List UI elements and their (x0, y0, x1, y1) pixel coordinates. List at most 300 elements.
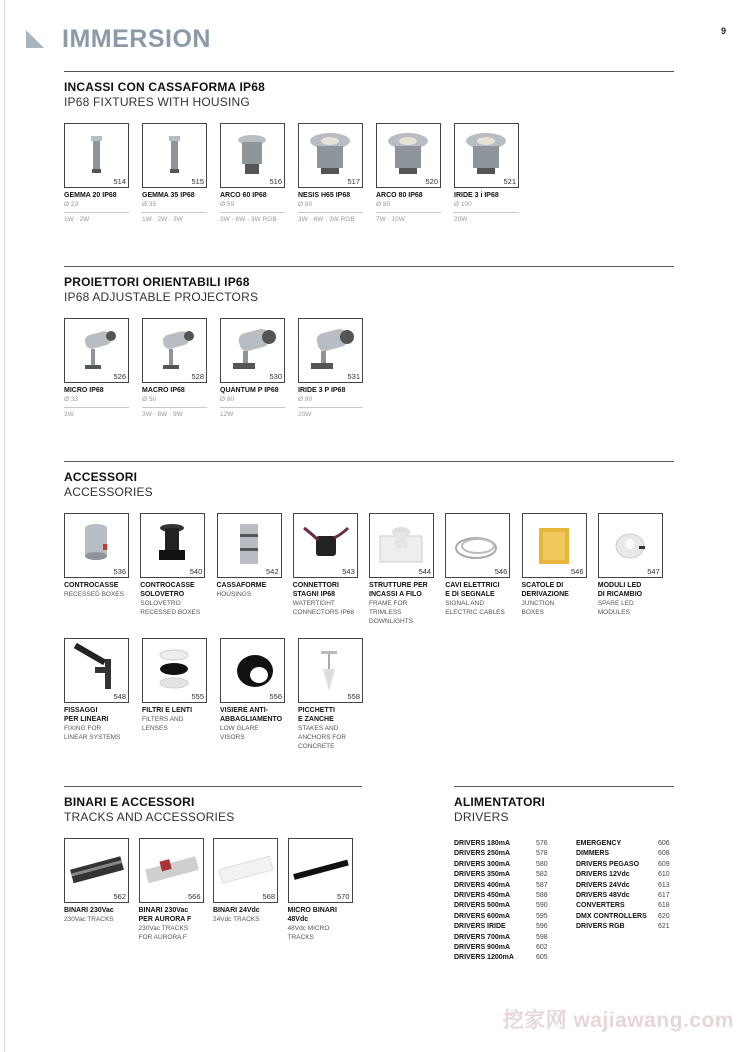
product-name-line: E ZANCHE (298, 716, 334, 723)
driver-page: 621 (658, 923, 670, 931)
product-diameter: Ø 23 (64, 201, 79, 208)
product-name (288, 906, 362, 924)
product-description (293, 599, 367, 617)
product-name-line: STAGNI IP68 (292, 591, 336, 598)
driver-entry[interactable] (454, 912, 574, 922)
product-description-line: 24Vdc TRACKS (213, 916, 260, 923)
section-alimentatori (454, 786, 674, 824)
page-reference: 548 (113, 692, 126, 701)
product-description-line: BOXES (521, 609, 544, 616)
product-thumbnail[interactable] (220, 638, 285, 703)
page-reference: 546 (570, 567, 584, 576)
section-rule (454, 786, 674, 787)
driver-name: DRIVERS 400mA (454, 881, 511, 889)
product-description-line: FOR AURORA F (138, 934, 187, 941)
page-reference: 558 (347, 692, 360, 701)
product-thumbnail[interactable] (220, 123, 285, 188)
driver-name: DMX CONTROLLERS (576, 912, 647, 920)
driver-page: 582 (536, 871, 548, 879)
section-subtitle: IP68 FIXTURES WITH HOUSING (64, 95, 250, 109)
product-description-line: LENSES (142, 725, 168, 732)
driver-entry[interactable] (454, 839, 574, 849)
product-description (369, 599, 443, 626)
product-name: ARCO 80 IP68 (376, 192, 423, 199)
product-description-line: STAKES AND (298, 725, 339, 732)
driver-page: 609 (658, 860, 670, 868)
product-thumbnail[interactable] (288, 838, 353, 903)
product-thumbnail[interactable] (139, 838, 204, 903)
drivers-list-2 (576, 839, 686, 933)
section-proiettori (64, 266, 674, 419)
driver-page: 618 (658, 902, 670, 910)
product-thumbnail[interactable] (142, 638, 207, 703)
page-reference: 562 (113, 892, 126, 901)
product-name: IRIDE 3 i IP68 (454, 192, 499, 199)
product-power: 1W · 2W (64, 216, 90, 223)
product-name: QUANTUM P IP68 (220, 387, 279, 394)
product-thumbnail[interactable] (369, 513, 434, 578)
product-description-line: LINEAR SYSTEMS (64, 734, 121, 741)
driver-page: 588 (536, 892, 548, 900)
product-diameter: Ø 100 (454, 201, 472, 208)
page-reference: 540 (189, 567, 203, 576)
product-description (64, 724, 138, 742)
product-power: 3W · 6W · 3W RGB (298, 216, 355, 223)
product-name-line: CONTROCASSE (64, 582, 119, 589)
spec-divider (64, 212, 129, 213)
product-name (139, 906, 213, 924)
product-card[interactable] (220, 638, 298, 751)
driver-page: 606 (658, 840, 670, 847)
page-number: 9 (720, 26, 726, 36)
page-reference: 520 (425, 177, 438, 186)
product-card[interactable] (213, 838, 288, 942)
product-description (217, 590, 291, 599)
section-rule (64, 461, 674, 462)
section-accessori (64, 461, 674, 751)
page-reference: 515 (191, 177, 204, 186)
driver-name: DRIVERS 900mA (454, 944, 511, 952)
product-description-line: HOUSINGS (216, 591, 252, 598)
driver-page: 595 (536, 912, 548, 920)
product-card[interactable] (142, 318, 220, 419)
product-thumbnail[interactable] (598, 513, 663, 578)
spec-divider (64, 407, 129, 408)
driver-entry[interactable] (454, 943, 574, 953)
product-name-line: STRUTTURE PER (369, 582, 428, 589)
spec-divider (142, 212, 207, 213)
product-name-line: CASSAFORME (216, 582, 267, 589)
product-description (220, 724, 294, 742)
product-description (298, 724, 372, 751)
product-name-line: FISSAGGI (64, 707, 98, 714)
product-thumbnail[interactable] (64, 638, 129, 703)
product-name: MICRO IP68 (64, 387, 104, 394)
section-title: INCASSI CON CASSAFORMA IP68 (64, 80, 265, 94)
driver-name: DRIVERS 24Vdc (576, 881, 630, 889)
product-name-line: FILTRI E LENTI (142, 707, 193, 714)
product-name-line: E DI SEGNALE (445, 591, 495, 598)
product-power: 3W · 6W · 3W RGB (220, 216, 277, 223)
driver-name: DRIVERS 350mA (454, 871, 511, 879)
driver-entry[interactable] (454, 933, 574, 943)
product-name-line: BINARI 24Vdc (213, 907, 260, 914)
product-diameter: Ø 80 (298, 201, 313, 208)
driver-entry[interactable] (454, 870, 574, 880)
product-name: GEMMA 35 IP68 (142, 192, 195, 199)
driver-name: DRIVERS 180mA (454, 840, 511, 847)
driver-entry[interactable] (576, 849, 686, 859)
driver-entry[interactable] (576, 891, 686, 901)
section-subtitle: TRACKS AND ACCESSORIES (64, 810, 235, 824)
product-name (298, 706, 372, 724)
product-thumbnail[interactable] (140, 513, 205, 578)
product-card[interactable] (64, 123, 142, 224)
driver-entry[interactable] (576, 839, 686, 849)
product-description-line: RECESSED BOXES (140, 609, 201, 616)
product-diameter: Ø 80 (220, 396, 235, 403)
product-card[interactable] (64, 838, 139, 942)
product-description (140, 599, 214, 617)
driver-name: EMERGENCY (576, 840, 622, 847)
driver-name: DRIVERS PEGASO (576, 860, 640, 868)
driver-name: DRIVERS 250mA (454, 850, 511, 858)
product-description (598, 599, 672, 617)
product-name-line: SOLOVETRO (140, 591, 185, 598)
product-name-line: PICCHETTI (298, 707, 335, 714)
product-thumbnail[interactable] (64, 318, 129, 383)
product-thumbnail[interactable] (64, 513, 129, 578)
product-description-line: SIGNAL AND (445, 600, 485, 607)
product-name-line: MICRO BINARI (287, 907, 337, 914)
product-name (64, 906, 138, 915)
page-reference: 556 (269, 692, 282, 701)
product-power: 7W · 10W (376, 216, 405, 223)
page-reference: 517 (347, 177, 360, 186)
product-name (217, 581, 291, 590)
header (26, 24, 211, 54)
product-diameter: Ø 33 (64, 396, 79, 403)
section-title: ALIMENTATORI (454, 795, 546, 809)
product-thumbnail[interactable] (293, 513, 358, 578)
spec-divider (142, 407, 207, 408)
section-subtitle: ACCESSORIES (64, 485, 153, 499)
page-reference: 543 (342, 567, 355, 576)
driver-page: 587 (536, 881, 548, 889)
product-card[interactable] (64, 318, 142, 419)
product-name: IRIDE 3 P IP68 (298, 387, 346, 394)
watermark: 挖家网 wajiawang.com (502, 1009, 734, 1032)
product-name (369, 581, 443, 599)
product-card[interactable] (369, 513, 445, 626)
section-rule (64, 266, 674, 267)
product-description-line: DOWNLIGHTS (369, 618, 414, 625)
triangle-marker-icon (26, 30, 44, 48)
driver-name: DRIVERS 600mA (454, 912, 511, 920)
product-description (445, 599, 519, 617)
product-thumbnail[interactable] (64, 838, 129, 903)
driver-page: 602 (536, 944, 548, 952)
driver-page: 598 (536, 933, 548, 941)
product-card[interactable] (454, 123, 532, 224)
product-description-line: SPARE LED (597, 600, 634, 607)
product-card[interactable] (298, 638, 376, 751)
product-name-line: INCASSI A FILO (369, 591, 422, 598)
section-subtitle: DRIVERS (454, 810, 509, 824)
product-description-line: CONCRETE (298, 743, 335, 750)
product-power: 1W · 2W · 3W (142, 216, 183, 223)
product-name (445, 581, 519, 599)
product-description-line: TRIMLESS (369, 609, 402, 616)
product-card[interactable] (445, 513, 521, 626)
product-description-line: 230Vac TRACKS (138, 925, 189, 932)
page-reference: 546 (494, 567, 508, 576)
product-description-line: TRACKS (287, 934, 314, 941)
driver-name: DRIVERS 300mA (454, 860, 511, 868)
product-name (142, 706, 216, 715)
product-name-line: CAVI ELETTRICI (445, 582, 500, 589)
product-thumbnail[interactable] (298, 638, 363, 703)
driver-page: 613 (658, 881, 670, 889)
page-reference: 542 (265, 567, 279, 576)
product-name (220, 706, 294, 724)
driver-entry[interactable] (576, 922, 686, 932)
driver-entry[interactable] (576, 881, 686, 891)
product-card[interactable] (142, 123, 220, 224)
spec-divider (298, 407, 363, 408)
product-name-line: 48Vdc (287, 916, 309, 923)
product-power: 20W (298, 411, 312, 418)
product-thumbnail[interactable] (522, 513, 587, 578)
product-description-line: VISORS (220, 734, 245, 741)
product-diameter: Ø 80 (298, 396, 313, 403)
product-description-line: ELECTRIC CABLES (445, 609, 505, 616)
product-thumbnail[interactable] (445, 513, 510, 578)
driver-page: 605 (536, 954, 548, 962)
page-reference: 514 (113, 177, 126, 186)
product-name-line: ABBAGLIAMENTO (220, 716, 283, 723)
drivers-list-1 (454, 839, 574, 964)
product-thumbnail[interactable] (142, 318, 207, 383)
product-card[interactable] (293, 513, 369, 626)
product-description (64, 915, 138, 924)
driver-entry[interactable] (454, 849, 574, 859)
driver-name: DRIVERS 500mA (454, 902, 511, 910)
product-card[interactable] (64, 638, 142, 751)
page-edge-rule (4, 0, 5, 1052)
product-row (64, 123, 674, 224)
product-card[interactable] (376, 123, 454, 224)
product-card[interactable] (64, 513, 140, 626)
product-card[interactable] (522, 513, 598, 626)
driver-name: DRIVERS IRIDE (454, 923, 506, 931)
product-description-line: SOLOVETRO (140, 600, 181, 607)
product-description-line: FRAME FOR (369, 600, 408, 607)
driver-entry[interactable] (454, 891, 574, 901)
product-thumbnail[interactable] (64, 123, 129, 188)
page-title: IMMERSION (62, 24, 211, 53)
product-name-line: PER LINEARI (64, 716, 109, 723)
driver-name: DRIVERS 1200mA (454, 954, 514, 962)
driver-page: 620 (658, 912, 670, 920)
page-reference: 528 (191, 372, 204, 381)
section-title: ACCESSORI (64, 470, 138, 484)
driver-page: 608 (658, 850, 670, 858)
product-name: ARCO 60 IP68 (220, 192, 267, 199)
driver-name: DRIVERS RGB (576, 923, 625, 931)
product-description-line: RECESSED BOXES (64, 591, 124, 598)
product-name (293, 581, 367, 599)
product-thumbnail[interactable] (298, 123, 363, 188)
spec-divider (220, 407, 285, 408)
product-thumbnail[interactable] (298, 318, 363, 383)
product-thumbnail[interactable] (454, 123, 519, 188)
product-card[interactable] (142, 638, 220, 751)
driver-entry[interactable] (576, 901, 686, 911)
product-description-line: MODULES (597, 609, 630, 616)
product-name-line: PER AURORA F (138, 916, 192, 923)
product-name (64, 706, 138, 724)
driver-page: 590 (536, 902, 548, 910)
product-card[interactable] (220, 123, 298, 224)
product-name (213, 906, 287, 915)
product-name (140, 581, 214, 599)
section-subtitle: IP68 ADJUSTABLE PROJECTORS (64, 290, 259, 304)
product-description-line: JUNCTION (521, 600, 555, 607)
driver-page: 610 (658, 871, 670, 879)
product-name (64, 581, 138, 590)
spec-divider (454, 212, 519, 213)
product-name-line: DI RICAMBIO (597, 591, 643, 598)
driver-entry[interactable] (454, 860, 574, 870)
driver-name: DRIVERS 450mA (454, 892, 511, 900)
page-reference: 521 (503, 177, 516, 186)
product-name: GEMMA 20 IP68 (64, 192, 117, 199)
product-row (64, 638, 674, 751)
product-diameter: Ø 35 (142, 201, 157, 208)
page-reference: 547 (647, 567, 660, 576)
driver-page: 617 (658, 892, 670, 900)
driver-page: 578 (536, 850, 548, 858)
page-reference: 544 (418, 567, 431, 576)
product-description (288, 924, 362, 942)
product-power: 20W (454, 216, 468, 223)
product-card[interactable] (298, 318, 376, 419)
driver-entry[interactable] (454, 881, 574, 891)
driver-page: 596 (536, 923, 548, 931)
product-row (64, 513, 674, 626)
product-name (522, 581, 596, 599)
driver-name: DRIVERS 48Vdc (576, 892, 630, 900)
spec-divider (376, 212, 441, 213)
page-reference: 531 (347, 372, 360, 381)
page-reference: 568 (262, 892, 275, 901)
product-thumbnail[interactable] (376, 123, 441, 188)
driver-entry[interactable] (454, 901, 574, 911)
section-incassi (64, 71, 674, 224)
product-power: 3W (64, 411, 74, 418)
page-reference: 530 (269, 372, 282, 381)
product-name-line: MODULI LED (597, 582, 642, 589)
driver-entry[interactable] (576, 870, 686, 880)
product-description-line: CONNECTORS IP68 (292, 609, 355, 616)
product-card[interactable] (139, 838, 214, 942)
product-power: 3W · 6W · 9W (142, 411, 183, 418)
product-thumbnail[interactable] (217, 513, 282, 578)
driver-entry[interactable] (454, 922, 574, 932)
product-description-line: ANCHORS FOR (298, 734, 347, 741)
product-row (64, 838, 362, 942)
product-description (139, 924, 213, 942)
product-name: NESIS H65 IP68 (298, 192, 351, 199)
driver-page: 576 (536, 840, 548, 847)
product-card[interactable] (598, 513, 674, 626)
product-card[interactable] (220, 318, 298, 419)
product-name-line: SCATOLE DI (521, 582, 564, 589)
product-description-line: FIXING FOR (64, 725, 102, 732)
product-power: 12W (220, 411, 234, 418)
spec-divider (298, 212, 363, 213)
product-card[interactable] (217, 513, 293, 626)
section-rule (64, 786, 362, 787)
product-description-line: WATERTIGHT (292, 600, 335, 607)
product-name-line: BINARI 230Vac (138, 907, 189, 914)
driver-entry[interactable] (576, 912, 686, 922)
page-reference: 555 (191, 692, 204, 701)
product-description (142, 715, 216, 733)
product-description-line: 48Vdc MICRO (287, 925, 330, 932)
page-reference: 526 (113, 372, 126, 381)
product-name-line: CONNETTORI (292, 582, 339, 589)
product-name-line: BINARI 230Vac (64, 907, 114, 914)
section-title: BINARI E ACCESSORI (64, 795, 195, 809)
product-diameter: Ø 50 (142, 396, 157, 403)
driver-entry[interactable] (454, 953, 574, 963)
product-card[interactable] (288, 838, 363, 942)
spec-divider (220, 212, 285, 213)
driver-page: 580 (536, 860, 548, 868)
section-binari (64, 786, 362, 942)
driver-name: DRIVERS 12Vdc (576, 871, 630, 879)
product-description (213, 915, 287, 924)
product-thumbnail[interactable] (142, 123, 207, 188)
product-name-line: DERIVAZIONE (521, 591, 569, 598)
driver-name: DRIVERS 700mA (454, 933, 511, 941)
product-description (64, 590, 138, 599)
product-card[interactable] (298, 123, 376, 224)
section-title: PROIETTORI ORIENTABILI IP68 (64, 275, 250, 289)
section-rule (64, 71, 674, 72)
product-diameter: Ø 80 (376, 201, 391, 208)
product-name-line: CONTROCASSE (140, 582, 195, 589)
product-card[interactable] (140, 513, 216, 626)
page-reference: 536 (113, 567, 126, 576)
page-reference: 570 (336, 892, 350, 901)
product-row (64, 318, 674, 419)
product-description (522, 599, 596, 617)
driver-name: CONVERTERS (576, 902, 625, 910)
page-reference: 566 (187, 892, 201, 901)
product-thumbnail[interactable] (220, 318, 285, 383)
driver-name: DIMMERS (576, 850, 610, 858)
product-diameter: Ø 59 (220, 201, 235, 208)
product-description-line: FILTERS AND (142, 716, 184, 723)
product-name (598, 581, 672, 599)
page-reference: 516 (269, 177, 282, 186)
driver-entry[interactable] (576, 860, 686, 870)
product-description-line: LOW GLARE (220, 725, 259, 732)
product-thumbnail[interactable] (213, 838, 278, 903)
